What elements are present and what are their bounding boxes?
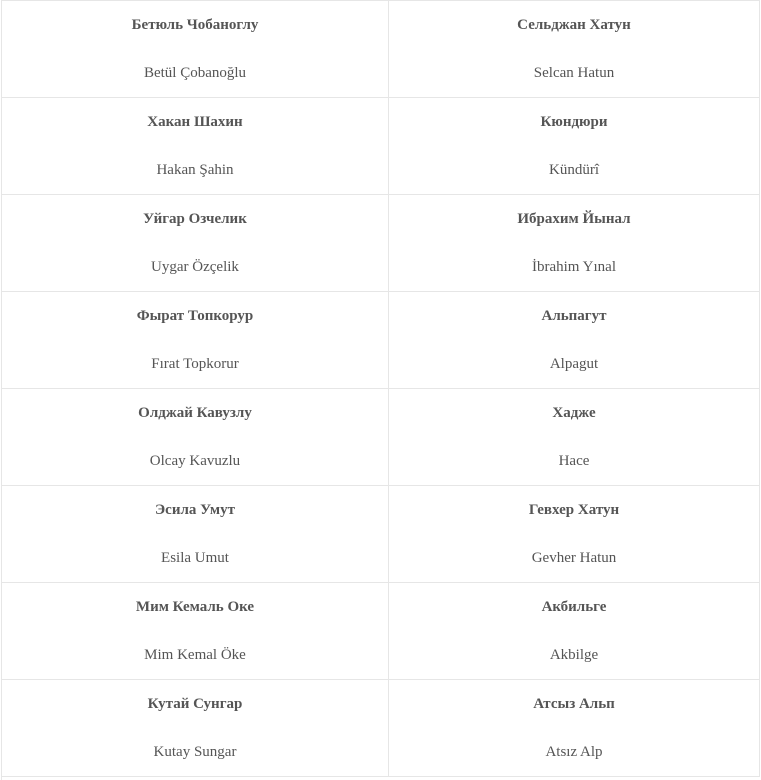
- actor-name: İbrahim Yınal: [531, 259, 616, 275]
- actor-name: Betül Çobanoğlu: [143, 65, 247, 81]
- role-name: Бетюль Чобаноглу: [131, 17, 259, 33]
- table-cell: [2, 389, 389, 485]
- role-name: Акбильге: [541, 599, 607, 615]
- table-cell: [389, 1, 760, 97]
- table-row: [2, 292, 760, 389]
- table-cell: [2, 583, 389, 679]
- table-row: [2, 486, 760, 583]
- table-row: [2, 1, 760, 98]
- role-name: Олджай Кавузлу: [138, 405, 252, 421]
- actor-name: Hace: [558, 453, 590, 469]
- table-cell: [2, 98, 389, 194]
- actor-name: Esila Umut: [161, 550, 229, 566]
- role-name: Сельджан Хатун: [517, 17, 631, 33]
- role-name: Гевхер Хатун: [528, 502, 620, 518]
- actor-name: Selcan Hatun: [533, 65, 615, 81]
- table-row: [2, 195, 760, 292]
- table-cell: [2, 292, 389, 388]
- table-row: [2, 98, 760, 195]
- actor-name: Fırat Topkorur: [151, 356, 239, 372]
- actor-name: Kündürî: [549, 162, 599, 178]
- role-name: Мим Кемаль Оке: [135, 599, 255, 615]
- role-name: Хакан Шахин: [147, 114, 243, 130]
- table-cell: [389, 389, 760, 485]
- table-cell: [2, 195, 389, 291]
- table-row: [2, 583, 760, 680]
- actor-name: Gevher Hatun: [531, 550, 617, 566]
- role-name: Кутай Сунгар: [147, 696, 243, 712]
- table-cell: [2, 486, 389, 582]
- role-name: Ибрахим Йынал: [517, 211, 631, 227]
- table-cell: [389, 98, 760, 194]
- actor-name: Atsız Alp: [545, 744, 603, 760]
- table-cell: [2, 680, 389, 776]
- role-name: Альпагут: [541, 308, 607, 324]
- table-cell: [389, 486, 760, 582]
- actor-name: Kutay Sungar: [153, 744, 237, 760]
- table-row: [2, 680, 760, 777]
- actor-name: Mim Kemal Öke: [144, 647, 246, 663]
- role-name: Эсила Умут: [154, 502, 235, 518]
- table-cell: [389, 292, 760, 388]
- table-cell: [389, 680, 760, 776]
- cast-table: [1, 0, 760, 780]
- role-name: Фырат Топкорур: [136, 308, 254, 324]
- table-cell: [389, 195, 760, 291]
- table-cell: [2, 1, 389, 97]
- actor-name: Akbilge: [549, 647, 599, 663]
- role-name: Атсыз Альп: [533, 696, 615, 712]
- actor-name: Olcay Kavuzlu: [149, 453, 241, 469]
- table-row: [2, 389, 760, 486]
- actor-name: Hakan Şahin: [156, 162, 234, 178]
- actor-name: Uygar Özçelik: [151, 259, 239, 275]
- table-cell: [389, 583, 760, 679]
- role-name: Хадже: [552, 405, 596, 421]
- role-name: Кюндюри: [540, 114, 608, 130]
- actor-name: Alpagut: [549, 356, 599, 372]
- role-name: Уйгар Озчелик: [143, 211, 247, 227]
